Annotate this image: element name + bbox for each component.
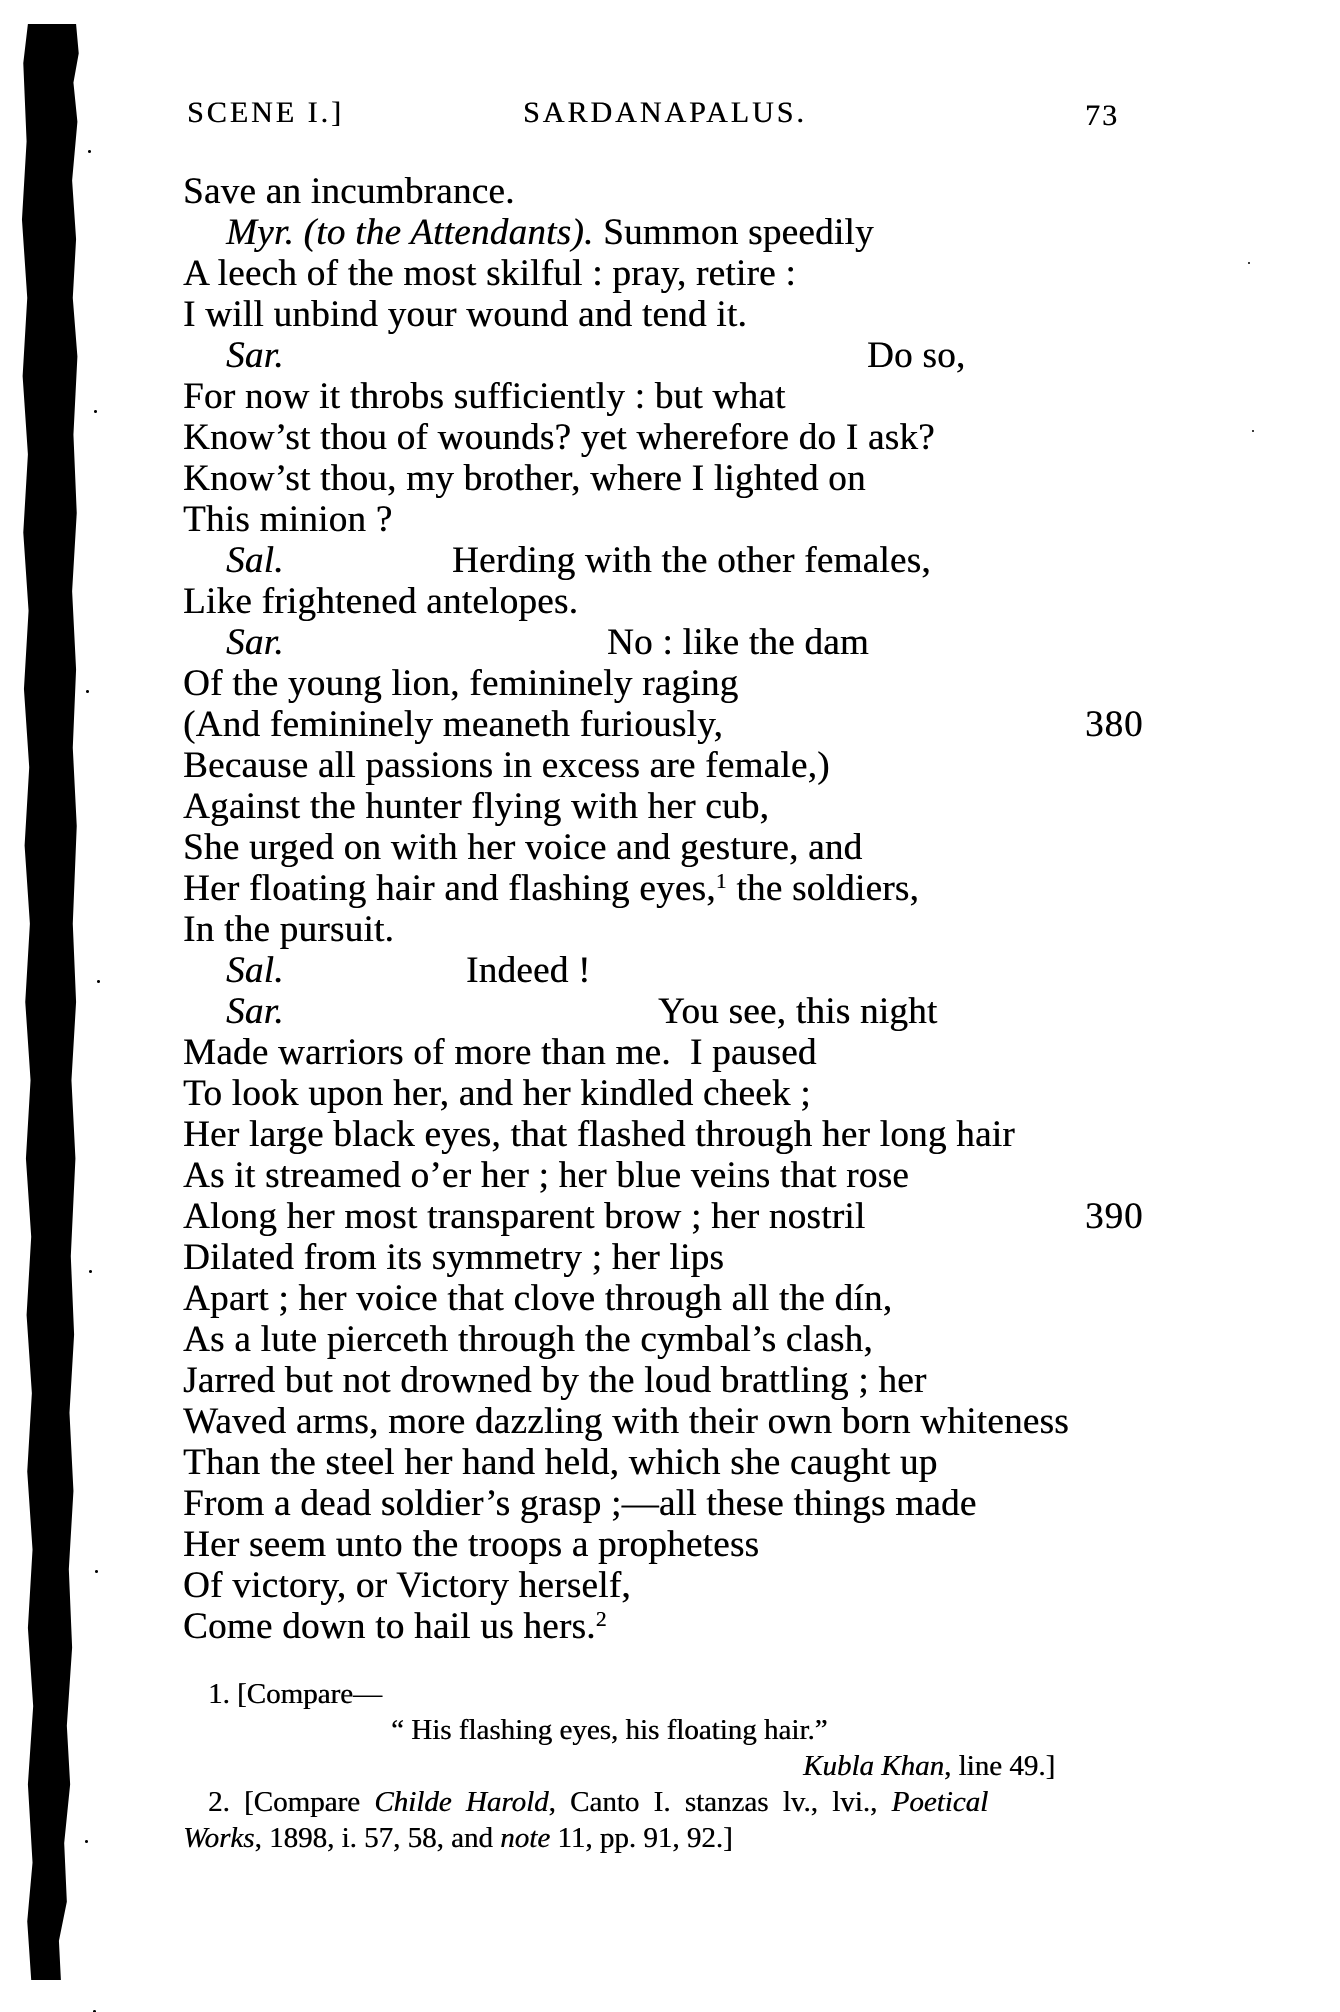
verse-line-number: 390 (1085, 1196, 1144, 1237)
line-text: Made warriors of more than me. I paused (183, 1032, 817, 1073)
line-text: Along her most transparent brow ; her nostril (183, 1196, 866, 1237)
play-line (183, 1278, 1163, 1319)
play-line (183, 909, 1163, 950)
line-text: 2. [Compare (208, 1786, 375, 1818)
play-line (183, 991, 1163, 1032)
play-line (183, 1784, 1141, 1820)
play-line (183, 827, 1163, 868)
line-text: Herding with the other females, (452, 540, 931, 581)
play-line (183, 1114, 1163, 1155)
line-text: Do so, (867, 335, 966, 376)
play-line (183, 1073, 1163, 1114)
line-text: 11, pp. 91, 92.] (550, 1822, 733, 1854)
play-line (183, 1606, 1163, 1647)
line-text: For now it throbs sufficiently : but what (183, 376, 786, 417)
line-text: Because all passions in excess are female,) (183, 745, 830, 786)
italic-text: Kubla Khan (803, 1750, 944, 1782)
italic-text: Sar. (226, 622, 284, 663)
scan-speckle (88, 150, 91, 153)
play-line (183, 1401, 1163, 1442)
running-header-title: SARDANAPALUS. (523, 96, 807, 129)
line-text: Like frightened antelopes. (183, 581, 579, 622)
line-text: To look upon her, and her kindled cheek ; (183, 1073, 811, 1114)
line-text: 1. [Compare— (208, 1678, 382, 1710)
play-line (183, 581, 1163, 622)
play-line (183, 212, 1163, 253)
line-text: This minion ? (183, 499, 393, 540)
line-text: As it streamed o’er her ; her blue veins that rose (183, 1155, 909, 1196)
line-text: , 1898, i. 57, 58, and (254, 1822, 501, 1854)
italic-text: note (500, 1822, 551, 1854)
italic-text: Works (183, 1822, 255, 1854)
line-text: A leech of the most skilful : pray, retire : (183, 253, 796, 294)
play-line (183, 663, 1163, 704)
play-line (183, 1442, 1163, 1483)
play-line (183, 622, 1163, 663)
line-text: I will unbind your wound and tend it. (183, 294, 747, 335)
line-text: Her floating hair and flashing eyes, (183, 868, 716, 909)
line-text: From a dead soldier’s grasp ;—all these things made (183, 1483, 977, 1524)
play-line (183, 786, 1163, 827)
footnote-2 (183, 1784, 1141, 1856)
line-text: Than the steel her hand held, which she caught up (183, 1442, 938, 1483)
line-text: No : like the dam (607, 622, 869, 663)
footnote-1 (183, 1676, 1141, 1784)
page-number: 73 (1085, 99, 1119, 132)
line-text: “ His flashing eyes, his floating hair.” (391, 1714, 828, 1746)
line-text: Know’st thou of wounds? yet wherefore do I ask? (183, 417, 935, 458)
play-line (183, 1676, 1141, 1712)
line-text: Dilated from its symmetry ; her lips (183, 1237, 725, 1278)
italic-text: Sar. (226, 335, 284, 376)
play-line (183, 458, 1163, 499)
play-line (183, 1483, 1163, 1524)
play-line (183, 294, 1163, 335)
play-line (183, 1524, 1163, 1565)
play-line (183, 253, 1163, 294)
line-text: Of the young lion, femininely raging (183, 663, 739, 704)
binding-shadow (18, 24, 84, 1980)
italic-text: Sar. (226, 991, 284, 1032)
line-text: Against the hunter flying with her cub, (183, 786, 770, 827)
italic-text: Poetical (891, 1786, 989, 1818)
play-line (183, 868, 1163, 909)
italic-text: Sal. (226, 950, 284, 991)
running-header-scene: SCENE I.] (187, 96, 344, 129)
play-line (183, 1237, 1163, 1278)
italic-text: Myr. (to the Attendants). (226, 212, 594, 253)
line-text: Jarred but not drowned by the loud brattling ; her (183, 1360, 927, 1401)
play-line (183, 1155, 1163, 1196)
play-line (183, 417, 1163, 458)
play-line (183, 1196, 1163, 1237)
line-text: (And femininely meaneth furiously, (183, 704, 724, 745)
footnote-marker: 2 (595, 1607, 607, 1632)
line-text: Summon speedily (593, 212, 874, 253)
line-text: , Canto I. stanzas lv., lvi., (548, 1786, 892, 1818)
line-text: Save an incumbrance. (183, 171, 515, 212)
play-line (183, 1032, 1163, 1073)
line-text: She urged on with her voice and gesture, and (183, 827, 863, 868)
italic-text: Sal. (226, 540, 284, 581)
line-text: As a lute pierceth through the cymbal’s clash, (183, 1319, 873, 1360)
play-line (183, 704, 1163, 745)
play-line (183, 1748, 1141, 1784)
play-line (183, 1565, 1163, 1606)
verse-text-block (183, 171, 1163, 1647)
scan-speckle (1248, 262, 1250, 264)
line-text: the soldiers, (726, 868, 920, 909)
play-line (183, 950, 1163, 991)
line-text: In the pursuit. (183, 909, 395, 950)
play-line (183, 1360, 1163, 1401)
play-line (183, 1319, 1163, 1360)
play-line (183, 376, 1163, 417)
play-line (183, 1820, 1141, 1856)
play-line (183, 171, 1163, 212)
line-text: Her seem unto the troops a prophetess (183, 1524, 760, 1565)
line-text: Of victory, or Victory herself, (183, 1565, 631, 1606)
line-text: Come down to hail us hers. (183, 1606, 596, 1647)
footnote-marker: 1 (715, 869, 727, 894)
line-text: You see, this night (658, 991, 938, 1032)
play-line (183, 1712, 1141, 1748)
verse-line-number: 380 (1085, 704, 1144, 745)
italic-text: Childe Harold (374, 1786, 549, 1818)
play-line (183, 335, 1163, 376)
play-line (183, 745, 1163, 786)
line-text: Know’st thou, my brother, where I lighted on (183, 458, 866, 499)
line-text: Waved arms, more dazzling with their own born whiteness (183, 1401, 1069, 1442)
line-text: , line 49.] (944, 1750, 1056, 1782)
play-line (183, 499, 1163, 540)
line-text: Apart ; her voice that clove through all the dín, (183, 1278, 893, 1319)
play-line (183, 540, 1163, 581)
line-text: Indeed ! (466, 950, 591, 991)
line-text: Her large black eyes, that flashed through her long hair (183, 1114, 1015, 1155)
